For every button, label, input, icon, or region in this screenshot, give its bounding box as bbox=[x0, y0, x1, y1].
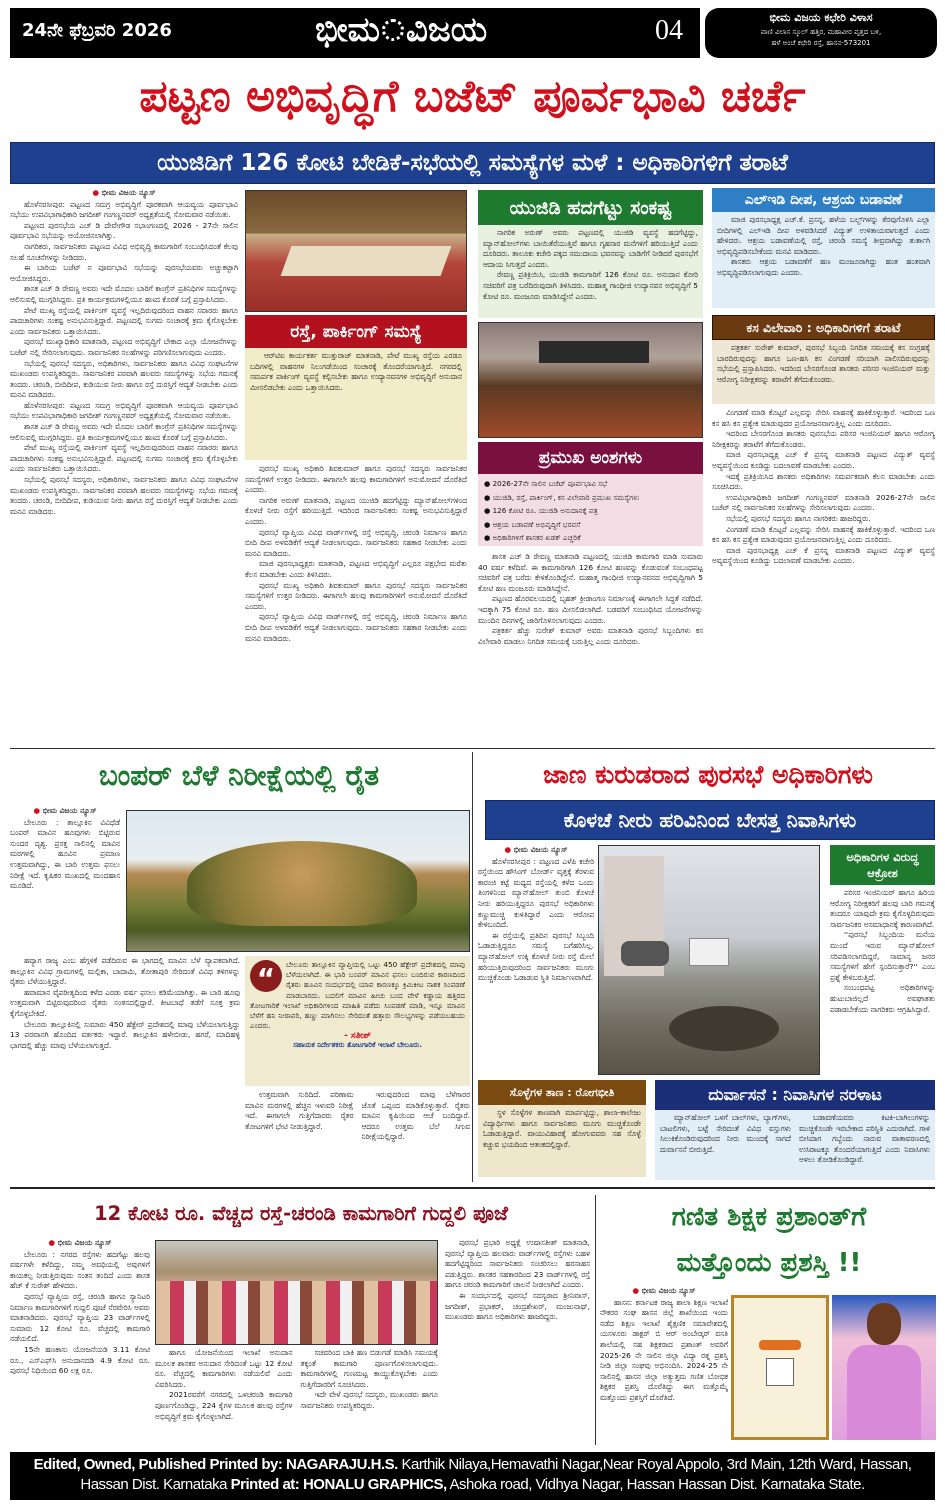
waste-article bbox=[712, 408, 935, 744]
paragraph: ಇದೇ ವೇಳೆ ಪುರಸಭೆ ಸದಸ್ಯರು, ಮುಖಂಡರು ಹಾಗೂ ಸಾರ್ವಜನಿಕರು ಉಪಸ್ಥಿತರಿದ್ದರು. bbox=[300, 1390, 438, 1410]
paragraph: ಸಭೆಯಲ್ಲಿ ಪುರಸಭೆ ಸದಸ್ಯರು ಹಾಗೂ ನಾಗರಿಕರು ಹಾಜರಿದ್ದರು. bbox=[726, 513, 871, 523]
byline bbox=[10, 188, 238, 199]
paragraph: ಪರಿಸರ ಇಂಜಿನಿಯರ್ ಹಾಗೂ ಹಿರಿಯ ಆರೋಗ್ಯ ನಿರೀಕ್ಷಕರಿಗೆ ಹಲವು ಬಾರಿ ಗಮನಕ್ಕೆ ತಂದರೂ ಯಾವುದೇ ಕ್ರಮ ಕೈಗೊಳ್ಳದಿರುವುದು ಸಾರ್ವಜನಿಕರ ಅಸಮಾಧಾನಕ್ಕೆ ಕಾರಣವಾಗಿದೆ. bbox=[830, 888, 935, 929]
section-divider bbox=[10, 1187, 935, 1189]
teacher-headline-2: ಮತ್ತೊಂದು ಪ್ರಶಸ್ತಿ !! bbox=[676, 1247, 862, 1278]
mosquito-box bbox=[478, 1105, 646, 1177]
paragraph: ಸಚಿವರಿಂದ ಬಾಕಿ ಹಣ ಬಿಡುಗಡೆ ಮಾಡಿಸಿ ಸಮಯಕ್ಕೆ ತಕ್ಕಂತೆ ಕಾಮಗಾರಿ ಪೂರ್ಣಗೊಳಿಸಲಾಗುವುದು. ಕಾಮಗಾರಿಗಳಲ್ಲಿ ಗುಣಮಟ್ಟ ಕಾಯ್ದುಕೊಳ್ಳಬೇಕು ಎಂದು ಗುತ್ತಿಗೆದಾರರಿಗೆ ಸೂಚಿಸಿದರು. bbox=[300, 1348, 438, 1389]
paragraph: ಪುರಸಭೆ ಮುಖ್ಯ ಅಧಿಕಾರಿ ಶಿವಕುಮಾರ್ ಹಾಗೂ ಪುರಸಭೆ ಸದಸ್ಯರು ಸಾರ್ವಜನಿಕರ ಸಮಸ್ಯೆಗಳಿಗೆ ಉತ್ತರ ನೀಡಿದರು. ಈಗಾಗಲೇ ಹಲವು ಕಾಮಗಾರಿಗಳಿಗೆ ಅನುಮೋದನೆ ದೊರೆತಿದೆ ಎಂದರು. bbox=[245, 580, 467, 611]
anger-header bbox=[830, 845, 935, 885]
byline bbox=[600, 1286, 728, 1297]
paragraph: ಹಾಗೂ ಯೋಜನೆಯಿಂದ ಇಲಾಖೆ ಅನುದಾನ ಮೂಲಕ ಶಾಸಕರ ಅನುದಾನ ಸೇರಿದಂತೆ ಒಟ್ಟು 12 ಕೋಟಿ ರೂ. ವೆಚ್ಚದಲ್ಲಿ ಕಾಮಗಾರಿಗಳು ನಡೆಯಲಿವೆ ಎಂದು ವಿವರಿಸಿದರು. bbox=[155, 1348, 293, 1389]
column-divider bbox=[595, 1195, 596, 1445]
paragraph: ಪುರಸಭೆ ಪ್ರಭಾರಿ ಅಧ್ಯಕ್ಷೆ ಉಷಾಸತೀಶ್ ಮಾತನಾಡಿ, ಪುರಸಭೆ ವ್ಯಾಪ್ತಿಯ ಹಲವಾರು ವಾರ್ಡ್‌ಗಳಲ್ಲಿ ರಸ್ತೆಗಳು ಬಹಳ ಹದಗೆಟ್ಟಿದ್ದರಿಂದ ಸಾರ್ವಜನಿಕರು ಸಂಚರಿಸಲು ಹರಸಾಹಸ ಪಡುತ್ತಿದ್ದರು. ಶಾಸಕರ ಸಹಕಾರದಿಂದ 23 ವಾರ್ಡ್‌ಗಳಲ್ಲಿ ರಸ್ತೆ ಹಾಗೂ ಚರಂಡಿ ಕಾಮಗಾರಿಗೆ ಚಾಲನೆ ನೀಡಲಾಗಿದೆ ಎಂದರು. bbox=[445, 1238, 590, 1290]
road-article-left bbox=[10, 1238, 150, 1443]
teacher-headline-1: ಗಣಿತ ಶಿಕ್ಷಕ ಪ್ರಶಾಂತ್‌ಗೆ bbox=[671, 1201, 867, 1232]
paragraph: ಸಭೆಯಲ್ಲಿ ಪುರಸಭೆ ಸದಸ್ಯರು, ಅಧಿಕಾರಿಗಳು, ಸಾರ್ವಜನಿಕರು ಹಾಗೂ ವಿವಿಧ ಸಂಘಟನೆಗಳ ಮುಖಂಡರು ಉಪಸ್ಥಿತರಿದ್ದರು. ಸಾರ್ವಜನಿಕರ ಪರವಾಗಿ ಹಲವರು ಸಮಸ್ಯೆಗಳನ್ನು ಸಭೆಯ ಗಮನಕ್ಕೆ ತಂದರು. ಚರಂಡಿ, ಬೀದಿದೀಪ, ಕುಡಿಯುವ ನೀರು ಹಾಗೂ ರಸ್ತೆ ದುರಸ್ತಿಗೆ ಆದ್ಯತೆ ನೀಡಬೇಕು ಎಂದು ಮನವಿ ಮಾಡಿದರು. bbox=[10, 475, 238, 516]
paragraph: ಮಾಜಿ ಪುರಸಭಾಧ್ಯಕ್ಷರು ಮಾತನಾಡಿ, ಪಟ್ಟಣದ ಅಭಿವೃದ್ಧಿಗೆ ಎಲ್ಲರೂ ಪಕ್ಷಭೇದ ಮರೆತು ಕೆಲಸ ಮಾಡಬೇಕು ಎಂದು ತಿಳಿಸಿದರು. bbox=[245, 559, 467, 579]
drain-article bbox=[478, 845, 594, 1077]
paragraph: ಪಟ್ಟಣದ ಹೊರವಲಯದಲ್ಲಿ ಬೃಹತ್ ಕ್ರೀಡಾಂಗಣ ನಿರ್ಮಾಣಕ್ಕೆ ಈಗಾಗಲೇ ಸಿದ್ಧತೆ ನಡೆದಿದೆ. ಇದಕ್ಕಾಗಿ 75 ಕೋಟಿ ರೂ. ಹಣ ಮೀಸಲಿಡಲಾಗಿದೆ. ಬಡವರಿಗೆ ಸಂಬಂಧಿಸಿದ ಯೋಜನೆಗಳನ್ನು ಮುಂದಿನ ದಿನಗಳಲ್ಲಿ ಜಾರಿಗೊಳಿಸಲಾಗುವುದು ಎಂದರು. bbox=[478, 594, 703, 625]
highlight-item: ● 2026-27ನೇ ಸಾಲಿನ ಬಜೆಟ್ ಪೂರ್ವಭಾವಿ ಸಭೆ bbox=[484, 479, 608, 488]
masthead bbox=[10, 8, 700, 58]
paragraph: ಆರ್‌ಟಿಐ ಕಾರ್ಯಕರ್ತ ಮುತ್ತುರಾಜ್ ಮಾತನಾಡಿ, ಪೇಟೆ ಮುಖ್ಯ ರಸ್ತೆಯ ಎರಡೂ ಬದಿಗಳಲ್ಲಿ ವಾಹನಗಳ ನಿಲುಗಡೆಯಿಂದ ಸಂಚಾರಕ್ಕೆ ತೊಂದರೆಯಾಗುತ್ತಿದೆ. ನಗರದಲ್ಲಿ ಸಮರ್ಪಕ ಪಾರ್ಕಿಂಗ್ ವ್ಯವಸ್ಥೆ ಕಲ್ಪಿಸಬೇಕು ಹಾಗೂ ಉದ್ಯಾನವನಗಳ ಅಭಿವೃದ್ಧಿಗೆ ಅನುದಾನ ಮೀಸಲಿಡಬೇಕು ಎಂದು ಒತ್ತಾಯಿಸಿದರು. bbox=[250, 351, 462, 392]
paragraph: ನಾಗರಿಕರು, ಸಾರ್ವಜನಿಕರು ಪಟ್ಟಣದ ವಿವಿಧ ಅಭಿವೃದ್ಧಿ ಕಾಮಗಾರಿಗೆ ಸಂಬಂಧಿಸಿದಂತೆ ಕೆಲವು ಸಲಹೆ ಸೂಚನೆಗಳನ್ನು ನೀಡಿದರು. bbox=[10, 241, 238, 262]
paragraph: ನಾಗರಿಕ ಅರುಣ್ ಅವರು ಪಟ್ಟಣದಲ್ಲಿ ಯುಜಿಡಿ ವ್ಯವಸ್ಥೆ ಹದಗೆಟ್ಟಿದ್ದು, ಮ್ಯಾನ್‌ಹೋಲ್‌ಗಳು ಬಾಯಿತೆರೆಯುತ್ತಿವೆ ಹಾಗೂ ಗೃಹಸಾರ ಮನೆಗಳಿಗೆ ಹರಿಯುತ್ತಿದೆ ಎಂದು ದೂರಿದರು. ತಾಲೂಕು ಕಚೇರಿ ಪಕ್ಕದ ಸಮುದಾಯ ಭವನವನ್ನು ಬಾಡಿಗೆಗೆ ನೀಡಿದರೆ ಪುರಸಭೆಗೆ ಆದಾಯ ಸಿಗುತ್ತದೆ ಎಂದರು. bbox=[483, 228, 698, 269]
paragraph: ಹವಾಮಾನ ವೈಪರೀತ್ಯದಿಂದ ಕಳೆದ ಎರಡು ವರ್ಷ ಫಸಲು ಕಡಿಮೆಯಾಗಿತ್ತು. ಈ ಬಾರಿ ಹೂವು ಉತ್ತಮವಾಗಿ ಬಿಟ್ಟಿರುವುದರಿಂದ ರೈತರು ಸಂತಸದಲ್ಲಿದ್ದಾರೆ. ಕೀಟಬಾಧೆ ತಡೆಗೆ ಸೂಕ್ತ ಕ್ರಮ ಕೈಗೊಳ್ಳಬೇಕಿದೆ. bbox=[10, 987, 240, 1018]
bullet-icon: ● bbox=[504, 845, 514, 854]
highlight-text: 2026-27ನೇ ಸಾಲಿನ ಬಜೆಟ್ ಪೂರ್ವಭಾವಿ ಸಭೆ bbox=[492, 479, 608, 488]
paragraph: ಶಾಸಕ ಎಚ್ ಡಿ ರೇವಣ್ಣ ಅವರು ಇದೇ ಮೊದಲ ಬಾರಿಗೆ ಕಾಂಗ್ರೆಸ್ ಪ್ರತಿನಿಧಿಗಳ ಸಮಸ್ಯೆಗಳನ್ನು ಆಲಿಸುವಲ್ಲಿ ಮುಗ್ಗರಿಸಿದ್ದರು. ಪ್ರತಿ ಕಾರ್ಯಕ್ರಮಗಳಲ್ಲಿಯೂ ಹಣದ ಕೊರತೆ ಬಗ್ಗೆ ಪ್ರಸ್ತಾಪಿಸಿದರು. bbox=[10, 284, 238, 304]
paragraph: ಪತ್ರಕರ್ತ ಸುರೇಶ್ ಕುಮಾರ್, ಪುರಸಭೆ ಸಿಬ್ಬಂದಿ ನಿಗದಿತ ಸಮಯಕ್ಕೆ ಕಸ ಸಂಗ್ರಹಕ್ಕೆ ಬಾರದಿರುವುದನ್ನು ಹಾಗೂ ಒಣ-ಹಸಿ ಕಸ ವಿಂಗಡಣೆ ಸರಿಯಾಗಿ ಪಾಲಿಸದಿರುವುದನ್ನು ಸಭೆಯಲ್ಲಿ ಪ್ರಸ್ತಾಪಿಸಿದರು. ಇದರಿಂದ ಬೇಸರಗೊಂಡ ಶಾಸಕರು ಪರಿಸರ ಇಂಜಿನಿಯರ್ ಮತ್ತು ಆರೋಗ್ಯ ನಿರೀಕ್ಷಕರನ್ನು ತರಾಟೆಗೆ ತೆಗೆದುಕೊಂಡರು. bbox=[717, 343, 930, 384]
teacher-article bbox=[600, 1286, 728, 1444]
paragraph: ರೇವಣ್ಣ ಪ್ರತಿಕ್ರಿಯಿಸಿ, ಯುಜಿಡಿ ಕಾಮಗಾರಿಗೆ 126 ಕೋಟಿ ರೂ. ಅನುದಾನ ಕೋರಿ ಸಚಿವರಿಗೆ ಪತ್ರ ಬರೆದಿರುವುದಾಗಿ ತಿಳಿಸಿದರು. ಮಹಾತ್ಮ ಗಾಂಧೀಜಿ ಉದ್ಯಾನವನ ಅಭಿವೃದ್ಧಿಗೆ 5 ಕೋಟಿ ರೂ. ಮಂಜೂರು ಮಾಡಿಸಿದ್ದೇನೆ ಎಂದರು. bbox=[483, 270, 698, 301]
column-divider bbox=[472, 752, 473, 1182]
paragraph: 15ನೇ ಹಣಕಾಸು ಯೋಜನೆಯಡಿ 3.11 ಕೋಟಿ ರೂ., ಎಸ್ಎಫ್‌ಸಿ ಅನುದಾನದಡಿ 4.9 ಕೋಟಿ ರೂ. ಪುರಸಭೆ ನಿಧಿಯಿಂದ 60 ಲಕ್ಷ ರೂ. bbox=[10, 1344, 150, 1376]
paragraph: ಹಾಸನ: ಕರ್ನಾಟಕ ರಾಜ್ಯ ಶಾಲಾ ಶಿಕ್ಷಣ ಇಲಾಖೆ ನೌಕರರ ಸಂಘ ಹಾಸನ ಜಿಲ್ಲೆ ಶಾಖೆಯಿಂದ ಇಂದು ನಡೆದ ಶಿಕ್ಷಣ ಇಲಾಖೆ ಶೈಕ್ಷಣಿಕ ಸಮಾವೇಶದಲ್ಲಿ ಯಸಳೂರು ಡಾಕ್ಟರ್ ಬಿ ಆರ್ ಅಂಬೇಡ್ಕರ್ ವಸತಿ ಶಾಲೆಯಲ್ಲಿ ಸಹ ಶಿಕ್ಷಕರಾದ ಪ್ರಶಾಂತ್ ಅವರಿಗೆ 2025-26 ನೇ ಸಾಲಿನ ಜಿಲ್ಲಾ ವಿದ್ಯಾ ರತ್ನ ಪ್ರಶಸ್ತಿ ನೀಡಿ ಜಿಲ್ಲಾ ಸಂಘವು ಅಭಿನಂದಿಸಿ. 2024-25 ನೇ ಸಾಲಿನಲ್ಲಿ ಹಾಸನ ಜಿಲ್ಲಾ ಅತ್ಯುತ್ತಮ ಗಣಿತ ಬೋಧಕ ಶಿಕ್ಷಕರ ಪ್ರಶಸ್ತಿ ದೊರೆತಿದ್ದು ಈಗ ಮತ್ತೊಮ್ಮೆ ಮತ್ತೊಂದು ಪ್ರಶಸ್ತಿಗೆ ದೊರೆತಿದೆ. bbox=[600, 1297, 728, 1402]
lead-headline: ಪಟ್ಟಣ ಅಭಿವೃದ್ಧಿಗೆ ಬಜೆಟ್ ಪೂರ್ವಭಾವಿ ಚರ್ಚೆ bbox=[139, 70, 806, 122]
masthead-logo bbox=[315, 10, 487, 50]
drain-headline: ಜಾಣ ಕುರುಡರಾದ ಪುರಸಭೆ ಅಧಿಕಾರಿಗಳು bbox=[543, 760, 873, 789]
office-address bbox=[705, 8, 937, 58]
parking-header: ರಸ್ತೆ, ಪಾರ್ಕಿಂಗ್ ಸಮಸ್ಯೆ bbox=[245, 315, 467, 348]
highlight-text: ಅಧಿಕಾರಿಗಳಿಗೆ ಶಾಸಕರ ಖಡಕ್ ಎಚ್ಚರಿಕೆ bbox=[492, 533, 581, 542]
byline-text: ಭೀಮ ವಿಜಯ ನ್ಯೂಸ್ bbox=[101, 188, 156, 197]
stench-box bbox=[655, 1110, 935, 1180]
sewage-street-photo bbox=[598, 845, 820, 1075]
highlight-text: ಯುಜಿಡಿ, ರಸ್ತೆ, ಪಾರ್ಕಿಂಗ್, ಕಸ ವಿಲೇವಾರಿ ಪ್ರಮುಖ ಸಮಸ್ಯೆಗಳು bbox=[492, 492, 640, 502]
paragraph: ಉಪವಿಭಾಗಾಧಿಕಾರಿ ಜಗದೀಶ್ ಗಂಗಣ್ಣನವರ್ ಮಾತನಾಡಿ 2026-27ನೇ ಸಾಲಿನ ಬಜೆಟ್ ನಲ್ಲಿ ಸಾರ್ವಜನಿಕರ ಸಲಹೆಗಳನ್ನು ಸೇರಿಸಲಾಗುವುದು ಎಂದರು. bbox=[712, 492, 935, 513]
cart bbox=[689, 938, 729, 966]
issue-date: 24ನೇ ಫೆಬ್ರವರಿ 2026 bbox=[22, 20, 172, 41]
budget-article bbox=[478, 552, 703, 744]
lead-article bbox=[10, 188, 238, 743]
paragraph: ಬಡಾವಣೆಯವರು ಕಿಟಕಿ-ಬಾಗಿಲುಗಳನ್ನು ಮುಚ್ಚಿಕೊಂಡೇ ಇರಬೇಕಾದ ಪರಿಸ್ಥಿತಿ ಎದುರಾಗಿದೆ. ಗಾಳಿ ಬೀಸಿದಾಗ ಗಬ್ಬೆಂದು ನಾರುವ ವಾತಾವರಣದಲ್ಲಿ ಉಸಿರಾಟಕ್ಕೂ ತೊಂದರೆಯಾಗುತ್ತಿದೆ ಎಂದು ನಿವಾಸಿಗಳು ಅಳಲು ತೋಡಿಕೊಂಡಿದ್ದಾರೆ. bbox=[799, 1113, 930, 1165]
mango-tree-photo bbox=[126, 810, 470, 952]
byline-text: ಭೀಮ ವಿಜಯ ನ್ಯೂಸ್ bbox=[641, 1286, 696, 1295]
paragraph: ಬೇಲೂರು : ನಗರದ ರಸ್ತೆಗಳು ಹದಗೆಟ್ಟು ಹಲವು ವರ್ಷಗಳೇ ಕಳೆದಿದ್ದು, ನಮ್ಮ ಅವಧಿಯಲ್ಲಿ ಅವುಗಳಿಗೆ ಕಾಯಕಲ್ಪ ನೀಡುತ್ತಿರುವುದು ಸಂತಸ ತಂದಿದೆ ಎಂದು ಶಾಸಕ ಹೆಚ್ ಕೆ ಸುರೇಶ್ ಹೇಳಿದರು. bbox=[10, 1249, 150, 1291]
parking-article bbox=[245, 464, 467, 744]
paragraph: ಪುರಸಭೆ ಮುಖ್ಯ ಅಧಿಕಾರಿ ಶಿವಕುಮಾರ್ ಹಾಗೂ ಪುರಸಭೆ ಸದಸ್ಯರು ಸಾರ್ವಜನಿಕರ ಸಮಸ್ಯೆಗಳಿಗೆ ಉತ್ತರ ನೀಡಿದರು. ಈಗಾಗಲೇ ಹಲವು ಕಾಮಗಾರಿಗಳಿಗೆ ಅನುಮೋದನೆ ದೊರೆತಿದೆ ಎಂದರು. bbox=[245, 464, 467, 495]
office-line2: ಹಳೆ ಅಂಚೆ ಕಛೇರಿ ರಸ್ತೆ, ಹಾಸನ-573201 bbox=[771, 39, 871, 47]
lead-subhead: ಯುಜಿಡಿಗೆ 126 ಕೋಟಿ ಬೇಡಿಕೆ-ಸಭೆಯಲ್ಲಿ ಸಮಸ್ಯೆಗಳ ಮಳೆ : ಅಧಿಕಾರಿಗಳಿಗೆ ತರಾಟೆ bbox=[10, 142, 935, 184]
paragraph: ವಿಂಗಡಣೆ ಮಾಡಿ ಕೊಟ್ಟರೆ ಎಲ್ಲವನ್ನು ಸೇರಿಸಿ ವಾಹನಕ್ಕೆ ಹಾಕಿಕೊಳ್ಳುತ್ತಾರೆ. ಇದರಿಂದ ಒಣ ಕಸ ಹಸಿ ಕಸ ಪ್ರತ್ಯೇಕ ಮಾಡುವುದರ ಪ್ರಯೋಜನವಾಗುತ್ತಿಲ್ಲ ಎಂದು ದೂರಿದರು. bbox=[712, 408, 935, 428]
car bbox=[621, 941, 669, 966]
paragraph: ಪೇಟೆ ಮುಖ್ಯ ರಸ್ತೆಯಲ್ಲಿ ಪಾರ್ಕಿಂಗ್ ವ್ಯವಸ್ಥೆ ಇಲ್ಲದಿರುವುದರಿಂದ ವಾಹನ ಸವಾರರು ಹಾಗೂ ಪಾದಚಾರಿಗಳು ಸಂಕಷ್ಟ ಅನುಭವಿಸುತ್ತಿದ್ದಾರೆ. ಪಟ್ಟಣದಲ್ಲಿ ಸುಗಮ ಸಂಚಾರಕ್ಕೆ ಕ್ರಮ ಕೈಗೊಳ್ಳಬೇಕು ಎಂದು ಸಾರ್ವಜನಿಕರು ಒತ್ತಾಯಿಸಿದರು. bbox=[10, 305, 238, 336]
printer: Printed at: HONALU GRAPHICS, bbox=[230, 1476, 447, 1493]
quote-text: ಬೇಲೂರು ತಾಲ್ಲೂಕಿನ ವ್ಯಾಪ್ತಿಯಲ್ಲಿ ಒಟ್ಟು 450 ಹೆಕ್ಟೇರ್ ಪ್ರದೇಶದಲ್ಲಿ ಮಾವು ಬೆಳೆಯಲಾಗಿದೆ. ಈ ಭಾರಿ ಬಂಪರ್ ಮಾವಿನ ಫಸಲು ಬಂದಿರುವ ಕಾರಣದಿಂದ ರೈತರು ಹೂವಿನ ಸಂದರ್ಭದಲ್ಲಿ ಯಾವ ಕಾರಣಕ್ಕೂ ಕ್ರಿಮಿಕೀಟ ನಾಶಕ ಸಿಂಪಡಣೆ ಮಾಡಬಾರದು. ಬದಲಿಗೆ ಮಾವಿನ ಹೀಚು ಬಂದ ವೇಳೆ ಕಡ್ಡಾಯ ಹತ್ತಿರದ ತೋಟಗಾರಿಕೆ ಇಲಾಖೆ ಅಧಿಕಾರಿಗಳಿಂದ ಮಾಹಿತಿ ಪಡೆದು ಸಿಂಪಡಣೆ ಮಾಡಿ, ಇನ್ನೂ ಮಾವಿನ ಬೆಳೆಗೆ ಹನಿ ನೀರಾವರಿ, ಹಣ್ಣು ಮಾಗಿಸಲು ಸೇರಿದಂತೆ ಹತ್ತಾರು ಸೌಲಭ್ಯಗಳನ್ನು ಪಡೆಯಬಹುದು ಎಂದರು. bbox=[250, 960, 465, 1031]
quote-box bbox=[245, 956, 470, 1086]
mango-intro bbox=[10, 806, 120, 952]
paragraph: ಉತ್ತಮವಾಗಿ ಸುರಿದಿದೆ. ಪರಿಣಾಮ ಮಾವಿನ ಮರಗಳಲ್ಲಿ ಹೆಚ್ಚಿನ ಇಳುವರಿ ನಿರೀಕ್ಷೆ ಇದೆ. ಈಗಾಗಲೇ ಗುತ್ತಿಗೆದಾರರು ರೈತರ ತೋಟಗಳಿಗೆ ಭೇಟಿ ನೀಡುತ್ತಿದ್ದಾರೆ. bbox=[245, 1090, 354, 1131]
byline bbox=[478, 845, 594, 856]
meeting-hall-photo bbox=[245, 190, 467, 312]
mango-headline: ಬಂಪರ್ ಬೆಳೆ ನಿರೀಕ್ಷೆಯಲ್ಲಿ ರೈತ bbox=[98, 759, 380, 792]
bullet-icon: ● bbox=[92, 188, 102, 197]
byline bbox=[10, 806, 120, 817]
paragraph: ಪೇಟೆ ಮುಖ್ಯ ರಸ್ತೆಯಲ್ಲಿ ಪಾರ್ಕಿಂಗ್ ವ್ಯವಸ್ಥೆ ಇಲ್ಲದಿರುವುದರಿಂದ ವಾಹನ ಸವಾರರು ಹಾಗೂ ಪಾದಚಾರಿಗಳು ಸಂಕಷ್ಟ ಅನುಭವಿಸುತ್ತಿದ್ದಾರೆ. ಪಟ್ಟಣದಲ್ಲಿ ಸುಗಮ ಸಂಚಾರಕ್ಕೆ ಕ್ರಮ ಕೈಗೊಳ್ಳಬೇಕು ಎಂದು ಸಾರ್ವಜನಿಕರು ಒತ್ತಾಯಿಸಿದರು. bbox=[10, 443, 238, 474]
tree-canopy bbox=[187, 841, 417, 926]
certificate-portrait bbox=[766, 1358, 794, 1386]
mango-article bbox=[10, 956, 240, 1182]
byline-text: ಭೀಮ ವಿಜಯ ನ್ಯೂಸ್ bbox=[57, 1238, 112, 1247]
shirt bbox=[847, 1345, 921, 1440]
quote-icon: “ bbox=[250, 960, 282, 992]
byline bbox=[10, 1238, 150, 1249]
paragraph: ಬೇಲೂರು : ತಾಲ್ಲೂಕಿನ ವಿವಿಧೆಡೆ ಬಂಪರ್ ಮಾವಿನ ಹೂವುಗಳು ಬಿಟ್ಟಿರುವ ಸುಂದರ ದೃಶ್ಯ. ಪ್ರಸಕ್ತ ಸಾಲಿನಲ್ಲಿ ಮಾವಿನ ಮರಗಳಲ್ಲಿ ಹೂವಿನ ಪ್ರಮಾಣ ಉತ್ತಮವಾಗಿದ್ದು, ಈ ಬಾರಿ ಉತ್ತಮ ಫಸಲು ನಿರೀಕ್ಷೆ ಇದೆ. ಕೃಷಿಕರ ಮುಖದಲ್ಲಿ ಮಂದಹಾಸ ಮೂಡಿದೆ. bbox=[10, 817, 120, 891]
certificate-banner bbox=[759, 1340, 801, 1350]
paragraph: ಇರುವುದರಿಂದ ಮಾವು ಬೆಳೆಗಾರರ ಜೊತೆ ಒಪ್ಪಂದ ಮಾಡಿಕೊಳ್ಳುತ್ತಾರೆ. ರೈತರು ಮಾವಿನ ಕೃಷಿಯಿಂದ ಆಚೆ ಬಂದಿದ್ದಾರೆ. ಆದರೂ ಉತ್ತಮ ಬೆಲೆ ಸಿಗುವ ನಿರೀಕ್ಷೆಯಲ್ಲಿದ್ದಾರೆ. bbox=[361, 1090, 470, 1142]
road-article-right bbox=[445, 1238, 590, 1443]
byline-text: ಭೀಮ ವಿಜಯ ನ್ಯೂಸ್ bbox=[42, 806, 97, 815]
led-header: ಎಲ್ಇಡಿ ದೀಪ, ಆಶ್ರಯ ಬಡಾವಣೆ bbox=[712, 188, 935, 212]
bullet-icon: ● bbox=[632, 1286, 642, 1295]
paragraph: ಈ ಬಾರಿಯ ಬಜೆಟ್ ನ ಪೂರ್ವಭಾವಿ ಸಭೆಯನ್ನು ಪುರಸಭೆಯವರು ಅಚ್ಚುಕಟ್ಟಾಗಿ ಆಯೋಜಿಸಿದ್ದರು. bbox=[10, 263, 238, 283]
quote-role: ಸಹಾಯಕ ನಿರ್ದೇಶಕರು ತೋಟಗಾರಿಕೆ ಇಲಾಖೆ ಬೇಲೂರು. bbox=[293, 1041, 422, 1050]
road-headline: 12 ಕೋಟಿ ರೂ. ವೆಚ್ಚದ ರಸ್ತೆ-ಚರಂಡಿ ಕಾಮಗಾರಿಗೆ ಗುದ್ದಲಿ ಪೂಜೆ bbox=[94, 1201, 508, 1225]
sewage-puddle bbox=[669, 1006, 779, 1051]
paragraph: ಪಟ್ಟಣದ ಪುರಸಭೆಯ ಎಚ್ ಡಿ ದೇವೇಗೌಡ ಸಭಾಂಗಣದಲ್ಲಿ 2026 - 27ನೇ ಸಾಲಿನ ಪೂರ್ವಭಾವಿ ಸಭೆಯನ್ನು ಆಯೋಜಿಸಲಾಗಿತ್ತು. bbox=[10, 220, 238, 241]
paragraph: 2021ರವರೆಗೆ ನಗರದಲ್ಲಿ ಒಳಚರಂಡಿ ಕಾಮಗಾರಿ ಪೂರ್ಣಗೊಂಡಿದ್ದು, 224 ಕೈಗಳ ಮೂಲಕ ಹಲವು ರಸ್ತೆಗಳ ಅಭಿವೃದ್ಧಿಗೆ ಕ್ರಮ ಕೈಗೊಳ್ಳಲಾಗಿದೆ. bbox=[155, 1390, 293, 1421]
paragraph: ಸಂಬಂಧಪಟ್ಟ ಅಧಿಕಾರಿಗಳನ್ನು ಹುಟುಬಾಜಿಲ್ಲದೆ ಅವಘಾತತು ಪಡಾಡಬೇಕೆಂದು ನಾಗರಿಕರು ಆಗ್ರಹಿಸಿದ್ದಾರೆ. bbox=[830, 983, 935, 1014]
paragraph: ಹೊಳೆನರಸೀಪುರ : ಪಟ್ಟಣದ ಎಳೆಪಿ ಕಚೇರಿ ರಸ್ತೆಯಿಂದ ಹೌಸಿಂಗ್ ಬೋರ್ಡ್ ವೃತ್ತಕ್ಕೆ ತೆರಳುವ ಕಾರಂಜಿ ಕಟ್ಟೆ ಮಧ್ಯದ ರಸ್ತೆಯಲ್ಲಿ ಕಳೆದ ಒಂದು ತಿಂಗಳಿನಿಂದ ಮ್ಯಾನ್‌ಹೋಲ್ ತುಂಬಿ ಕೊಳಚೆ ನೀರು ಹರಿಯುತ್ತಿದ್ದರೂ ಪುರಸಭೆ ಅಧಿಕಾರಿಗಳು ಕಣ್ಣುಮುಚ್ಚಿ ಕುಳಿತಿದ್ದಾರೆ ಎಂದು ಆರೋಪ ಕೇಳಿಬಂದಿದೆ. bbox=[478, 856, 594, 930]
highlights-header: ಪ್ರಮುಖ ಅಂಶಗಳು bbox=[478, 442, 703, 474]
byline-text: ಭೀಮ ವಿಜಯ ನ್ಯೂಸ್ bbox=[513, 845, 568, 854]
paragraph: ವಿಂಗಡಣೆ ಮಾಡಿ ಕೊಟ್ಟರೆ ಎಲ್ಲವನ್ನು ಸೇರಿಸಿ ವಾಹನಕ್ಕೆ ಹಾಕಿಕೊಳ್ಳುತ್ತಾರೆ. ಇದರಿಂದ ಒಣ ಕಸ ಹಸಿ ಕಸ ಪ್ರತ್ಯೇಕ ಮಾಡುವುದರ ಪ್ರಯೋಜನವಾಗುತ್ತಿಲ್ಲ ಎಂದು ದೂರಿದರು. bbox=[712, 524, 935, 545]
imprint-line2 bbox=[10, 1475, 935, 1495]
ugd-header: ಯುಜಿಡಿ ಹದಗೆಟ್ಟು ಸಂಕಷ್ಟ bbox=[478, 190, 703, 225]
crowd bbox=[156, 1281, 438, 1345]
paragraph: ಸಭೆಯಲ್ಲಿ ಪುರಸಭೆ ಸದಸ್ಯರು, ಅಧಿಕಾರಿಗಳು, ಸಾರ್ವಜನಿಕರು ಹಾಗೂ ವಿವಿಧ ಸಂಘಟನೆಗಳ ಮುಖಂಡರು ಉಪಸ್ಥಿತರಿದ್ದರು. ಸಾರ್ವಜನಿಕರ ಪರವಾಗಿ ಹಲವರು ಸಮಸ್ಯೆಗಳನ್ನು ಸಭೆಯ ಗಮನಕ್ಕೆ ತಂದರು. ಚರಂಡಿ, ಬೀದಿದೀಪ, ಕುಡಿಯುವ ನೀರು ಹಾಗೂ ರಸ್ತೆ ದುರಸ್ತಿಗೆ ಆದ್ಯತೆ ನೀಡಬೇಕು ಎಂದು ಮನವಿ ಮಾಡಿದರು. bbox=[10, 358, 238, 400]
highlight-item: ● ಆಶ್ರಯ ಬಡಾವಣೆ ಅಭಿವೃದ್ಧಿಗೆ ಭರವಸೆ bbox=[484, 519, 581, 529]
waste-header: ಕಸ ವಿಲೇವಾರಿ : ಅಧಿಕಾರಿಗಳಿಗೆ ತರಾಟೆ bbox=[712, 315, 935, 340]
mla-meeting-photo bbox=[478, 322, 703, 438]
teacher-portrait bbox=[832, 1295, 936, 1440]
award-certificate bbox=[731, 1295, 829, 1440]
office-line1: ವಾಣಿ ವಿಲಾಸ ಸ್ಕೂಲ್ ಹತ್ತಿರ, ಮಹಾವೀರ ವೃತ್ತದ ಬಳಿ, bbox=[760, 28, 882, 36]
paragraph: ಈ ಸಂದರ್ಭದಲ್ಲಿ ಪುರಸಭೆ ಸದಸ್ಯರಾದ ಶ್ರೀನಿವಾಸ್, ಜಗದೀಶ್, ಪ್ರಭಾಕರ್, ಚಂದ್ರಶೇಖರ್, ಮಂಜುನಾಥ್, ಮುಖಂಡರು ಹಾಗೂ ಅಧಿಕಾರಿಗಳು ಹಾಜರಿದ್ದರು. bbox=[445, 1290, 590, 1322]
paragraph: ಪುರಸಭೆ ವ್ಯಾಪ್ತಿಯ ರಸ್ತೆ, ಚರಂಡಿ ಹಾಗೂ ಸ್ಯಾನಿಟರಿ ನಿರ್ಮಾಣ ಕಾಮಗಾರಿಗಳಿಗೆ ಗುದ್ದಲಿ ಪೂಜೆ ನೆರವೇರಿಸಿ ಅವರು ಮಾತನಾಡಿದರು. ಪುರಸಭೆ ವ್ಯಾಪ್ತಿಯ 23 ವಾರ್ಡ್‌ಗಳಲ್ಲಿ ಸುಮಾರು 12 ಕೋಟಿ ರೂ. ವೆಚ್ಚದಲ್ಲಿ ಕಾಮಗಾರಿ ನಡೆಯಲಿದೆ. bbox=[10, 1291, 150, 1344]
section-divider bbox=[10, 748, 935, 749]
logo-left: ಭೀಮ bbox=[315, 10, 380, 50]
publisher-address: Karthik Nilaya,Hemavathi Nagar,Near Royal Appolo, 3rd Main, 12th Ward, Hassan, bbox=[397, 1456, 912, 1473]
page-number: 04 bbox=[655, 15, 683, 46]
printer-address: Ashoka road, Vidhya Nagar, Hassan Hassan Dist. Karnataka State. bbox=[446, 1476, 865, 1493]
paragraph: ಶಾಸಕರು ಆಶ್ರಯ ಬಡಾವಣೆಗೆ ಹಣ ಮಂಜೂರಾಗಿದ್ದು ಹಂತ ಹಂತವಾಗಿ ಅಭಿವೃದ್ಧಿಪಡಿಸಲಾಗುವುದು ಎಂದರು. bbox=[717, 257, 930, 277]
publisher-region: Hassan Dist. Karnataka bbox=[80, 1476, 231, 1493]
mosquito-header: ಸೊಳ್ಳೆಗಳ ತಾಣ : ರೋಗಭೀತಿ bbox=[478, 1080, 646, 1105]
paragraph: ಇದಕ್ಕೆ ಪ್ರತಿಕ್ರಿಯಿಸಿದ ಶಾಸಕರು ಅಧಿಕಾರಿಗಳು ಸಮರ್ಪಕವಾಗಿ ಕೆಲಸ ಮಾಡಬೇಕು ಎಂದು ಸೂಚಿಸಿದರು. bbox=[712, 471, 935, 492]
chakra-icon bbox=[382, 19, 404, 41]
paragraph: ಪುರಸಭೆ ವ್ಯಾಪ್ತಿಯ ವಿವಿಧ ವಾರ್ಡ್‌ಗಳಲ್ಲಿ ರಸ್ತೆ ಅಭಿವೃದ್ಧಿ, ಚರಂಡಿ ನಿರ್ಮಾಣ ಹಾಗೂ ಬೀದಿ ದೀಪ ಅಳವಡಿಕೆಗೆ ಆದ್ಯತೆ ನೀಡಲಾಗುವುದು. ಸಾರ್ವಜನಿಕರು ಸಹಕಾರ ನೀಡಬೇಕು ಎಂದು ಮನವಿ ಮಾಡಿದರು. bbox=[245, 612, 467, 643]
logo-right: ವಿಜಯ bbox=[405, 10, 488, 50]
stench-header: ದುರ್ವಾಸನೆ : ನಿವಾಸಿಗಳ ನರಳಾಟ bbox=[655, 1080, 935, 1110]
paragraph: ಸ್ಥಳ ಸೊಳ್ಳೆಗಳ ತಾಣವಾಗಿ ಮಾರ್ಪಟ್ಟಿದ್ದು, ಶಾಲಾ-ಕಾಲೇಜು ವಿದ್ಯಾರ್ಥಿಗಳು ಹಾಗೂ ಸಾರ್ವಜನಿಕರು ಮೂಗು ಮುಚ್ಚಿಕೊಂಡೇ ಓಡಾಡುತ್ತಿದ್ದಾರೆ. ವಾಯುವಿಹಾರಕ್ಕೆ ಹೋಗುವವರು ಸಹ ಸೊಳ್ಳೆ ಕಚ್ಚುವ ಭಯದಿಂದ ಆತಂಕದಲ್ಲಿದ್ದಾರೆ. bbox=[483, 1108, 641, 1149]
bullet-icon: ● bbox=[33, 806, 43, 815]
ugd-box bbox=[478, 225, 703, 318]
road-article-middle bbox=[155, 1348, 438, 1443]
highlight-text: ಆಶ್ರಯ ಬಡಾವಣೆ ಅಭಿವೃದ್ಧಿಗೆ ಭರವಸೆ bbox=[492, 519, 581, 529]
paragraph: ಮಾಜಿ ಪುರಸಭಾಧ್ಯಕ್ಷ ಎಚ್ ಕೆ ಪ್ರಸನ್ನ ಮಾತನಾಡಿ ಪಟ್ಟಣದ ವಿದ್ಯುತ್ ವ್ಯವಸ್ಥೆ ಅವ್ಯವಸ್ಥೆಯಿಂದ ಕೂಡಿದ್ದು ಬದಲಾವಣೆ ಮಾಡಬೇಕು ಎಂದರು. bbox=[712, 545, 935, 566]
dais-banner bbox=[539, 341, 649, 363]
paragraph: ಬೇಲೂರು ತಾಲ್ಲೂಕಿನಲ್ಲಿ ಸುಮಾರು 450 ಹೆಕ್ಟೇರ್ ಪ್ರದೇಶದಲ್ಲಿ ಮಾವು ಬೆಳೆಯಲಾಗುತ್ತಿದ್ದು 13 ಪರವಾನಗಿ ಹೊಂದಿದ ವರ್ತಕರು ಇದ್ದಾರೆ. ತಾಲ್ಲೂಕಿನ ಹಳೇಬೀಡು, ಹಗರೆ, ಮಾದಿಹಳ್ಳಿ ಭಾಗದಲ್ಲಿ ಹೆಚ್ಚು ಮಾವು ಬೆಳೆಯಲಾಗುತ್ತದೆ. bbox=[10, 1019, 240, 1050]
paragraph: ಪುರಸಭೆ ಮುಖ್ಯಾಧಿಕಾರಿ ಮಾತನಾಡಿ, ಪಟ್ಟಣದ ಅಭಿವೃದ್ಧಿಗೆ ಬೇಕಾದ ಎಲ್ಲಾ ಯೋಜನೆಗಳನ್ನು ಬಜೆಟ್ ನಲ್ಲಿ ಸೇರಿಸಲಾಗುವುದು. ಸಾರ್ವಜನಿಕರ ಸಲಹೆಗಳನ್ನು ಪರಿಗಣಿಸಲಾಗುವುದು ಎಂದರು. bbox=[10, 337, 238, 357]
highlight-text: 126 ಕೋಟಿ ರೂ. ಯುಜಿಡಿ ಅನುದಾನಕ್ಕೆ ಪತ್ರ bbox=[492, 506, 598, 515]
paragraph: ಹವ್ಯಾಗ ರಾಜ್ಯ ಎಂಬ ಹೆಗ್ಗಳಿಕೆ ಪಡೆದಿರುವ ಈ ಭಾಗದಲ್ಲಿ ಮಾವಿನ ಬೆಳೆ ವ್ಯಾಪಕವಾಗಿದೆ. ತಾಲ್ಲೂಕಿನ ವಿವಿಧ ಗ್ರಾಮಗಳಲ್ಲಿ ಮಲ್ಲಿಕಾ, ಬಾದಾಮಿ, ತೋತಾಪುರಿ ಸೇರಿದಂತೆ ವಿವಿಧ ತಳಿಗಳನ್ನು ರೈತರು ಬೆಳೆಯುತ್ತಿದ್ದಾರೆ. bbox=[10, 956, 240, 987]
waste-box bbox=[712, 340, 935, 404]
meeting-table bbox=[281, 246, 452, 276]
anger-header-text: ಅಧಿಕಾರಿಗಳ ವಿರುದ್ಧ ಆಕ್ರೋಶ bbox=[846, 850, 919, 880]
imprint-footer bbox=[10, 1452, 935, 1500]
mango-article-cont bbox=[245, 1090, 470, 1182]
highlights-list bbox=[478, 474, 703, 546]
paragraph: ಹೊಳೆನರಸೀಪುರ: ಪಟ್ಟಣದ ಸಮಗ್ರ ಅಭಿವೃದ್ಧಿಗೆ ಪೂರಕವಾಗಿ ಆಯವ್ಯಯ ಪೂರ್ವಭಾವಿ ಸಭೆಯು ಉಪವಿಭಾಗಾಧಿಕಾರಿ ಜಗದೀಶ್ ಗಂಗಣ್ಣನವರ್ ಅಧ್ಯಕ್ಷತೆಯಲ್ಲಿ ಸೋಮವಾರ ನಡೆಯಿತು. bbox=[10, 199, 238, 220]
highlight-item: ● ಅಧಿಕಾರಿಗಳಿಗೆ ಶಾಸಕರ ಖಡಕ್ ಎಚ್ಚರಿಕೆ bbox=[484, 533, 581, 542]
publisher: Edited, Owned, Published Printed by: NAGARAJU.H.S. bbox=[33, 1456, 398, 1473]
paragraph: ಮಾಜಿ ಪುರಸಭಾಧ್ಯಕ್ಷ ಎಚ್ ಕೆ ಪ್ರಸನ್ನ ಮಾತನಾಡಿ ಪಟ್ಟಣದ ವಿದ್ಯುತ್ ವ್ಯವಸ್ಥೆ ಅವ್ಯವಸ್ಥೆಯಿಂದ ಕೂಡಿದ್ದು ಬದಲಾವಣೆ ಮಾಡಬೇಕು ಎಂದರು. bbox=[712, 450, 935, 470]
paragraph: ಈ ರಸ್ತೆಯಲ್ಲಿ ಪ್ರತಿದಿನ ಪುರಸಭೆ ಸಿಬ್ಬಂದಿ ಓಡಾಡುತ್ತಿದ್ದರೂ ಸಮಸ್ಯೆ ಬಗೆಹರಿಸಿಲ್ಲ. ಮ್ಯಾನ್‌ಹೋಲ್ ಉಕ್ಕಿ ಕೊಳಚೆ ನೀರು ರಸ್ತೆ ಮೇಲೆ ಹರಿಯುತ್ತಿರುವುದರಿಂದ ಸಾರ್ವಜನಿಕರು ಮೂಗು ಮುಚ್ಚಿಕೊಂಡು ಓಡಾಡುವ ಸ್ಥಿತಿ ನಿರ್ಮಾಣವಾಗಿದೆ. bbox=[478, 930, 594, 983]
paragraph: ''ಪುರಸಭೆ ಸಿಬ್ಬಂದಿಯ ಮನೆಯ ಮುಂದೆ ಇರುವ ಮ್ಯಾನ್‌ಹೋಲ್ ಸರಿಪಡಿಸಲಾಗದಿದ್ದರೆ, ಸಾಮಾನ್ಯ ಜನರ ಸಮಸ್ಯೆಗಳಿಗೆ ಹೇಗೆ ಸ್ಪಂದಿಸುತ್ತಾರೆ?'' ಎಂಬ ಪ್ರಶ್ನೆ ಕೇಳಿಬರುತ್ತಿದೆ. bbox=[830, 930, 935, 982]
paragraph: ಇದರಿಂದ ಬೇಸರಗೊಂಡ ಶಾಸಕರು ಪುರಸಭೆಯ ಪರಿಸರ ಇಂಜಿನಿಯರ್ ಹಾಗೂ ಆರೋಗ್ಯ ನಿರೀಕ್ಷಕರನ್ನು ತರಾಟೆಗೆ ತೆಗೆದುಕೊಂಡರು. bbox=[712, 429, 935, 449]
parking-box bbox=[245, 348, 467, 460]
paragraph: ಪತ್ರಕರ್ತ ಹೆಚ್ಚು ಸುರೇಶ್ ಕುಮಾರ್ ಅವರು ಮಾತನಾಡಿ ಪುರಸಭೆ ಸಿಬ್ಬಂದಿಗಳು ಕಸ ವಿಲೇವಾರಿ ಮಾಡಲು ನಿಗದಿತ ಸಮಯಕ್ಕೆ ಬರುತ್ತಿಲ್ಲ ಎಂದು ದೂರಿದರು. bbox=[478, 626, 703, 646]
face bbox=[867, 1303, 901, 1345]
anger-article bbox=[830, 888, 935, 1076]
paragraph: ನಾಗರಿಕ ಅರುಣ್ ಮಾತನಾಡಿ, ಪಟ್ಟಣದ ಯುಜಿಡಿ ಹದಗೆಟ್ಟಿದ್ದು ಮ್ಯಾನ್‌ಹೋಲ್‌ಗಳಿಂದ ಕೊಳಚೆ ನೀರು ರಸ್ತೆಗೆ ಹರಿಯುತ್ತಿದೆ. ಇದರಿಂದ ಸಾರ್ವಜನಿಕರು ಸಂಕಷ್ಟ ಅನುಭವಿಸುತ್ತಿದ್ದಾರೆ ಎಂದರು. bbox=[245, 495, 467, 526]
drain-subhead: ಕೊಳಚೆ ನೀರು ಹರಿವಿನಿಂದ ಬೇಸತ್ತ ನಿವಾಸಿಗಳು bbox=[485, 800, 935, 840]
highlight-item: ● ಯುಜಿಡಿ, ರಸ್ತೆ, ಪಾರ್ಕಿಂಗ್, ಕಸ ವಿಲೇವಾರಿ ಪ್ರಮುಖ ಸಮಸ್ಯೆಗಳು bbox=[484, 492, 640, 502]
highlight-item: ● 126 ಕೋಟಿ ರೂ. ಯುಜಿಡಿ ಅನುದಾನಕ್ಕೆ ಪತ್ರ bbox=[484, 506, 598, 515]
paragraph: ಮ್ಯಾನ್‌ಹೋಲ್ ಒಳಗೆ ಬಾಲ್‌ಗಳು, ಬ್ಯಾಗ್‌ಗಳು, ಬಾಟಲಿಗಳು, ಬಟ್ಟೆ ಸೇರಿದಂತೆ ವಿವಿಧ ವಸ್ತುಗಳು ಸಿಲುಕಿಕೊಂಡಿರುವುದರಿಂದ ನೀರು ಮುಂದಕ್ಕೆ ಸಾಗದೆ ದುರ್ವಾಸನೆ ಬೀರುತ್ತಿದೆ. bbox=[660, 1113, 791, 1154]
paragraph: ಮಾಜಿ ಪುರಸಭಾಧ್ಯಕ್ಷ ಎಚ್.ಕೆ. ಪ್ರಸನ್ನ, ಹಳೆಯ ಬಲ್ಬ್‌ಗಳನ್ನು ತೆರವುಗೊಳಿಸಿ ಎಲ್ಲಾ ಬೀದಿಗಳಲ್ಲಿ ಎಲ್ಇಡಿ ದೀಪ ಅಳವಡಿಸಿದರೆ ವಿದ್ಯುತ್ ಉಳಿತಾಯವಾಗುತ್ತದೆ ಎಂದು ಹೇಳಿದರು. ಆಶ್ರಯ ಬಡಾವಣೆಯಲ್ಲಿ ರಸ್ತೆ, ಚರಂಡಿ ಸಮಸ್ಯೆ ತೀವ್ರವಾಗಿದ್ದು ತುರ್ತಾಗಿ ಅಭಿವೃದ್ಧಿಪಡಿಸಬೇಕೆಂದು ಮನವಿ ಮಾಡಿದರು. bbox=[717, 215, 930, 256]
groundbreaking-photo bbox=[155, 1240, 438, 1345]
paragraph: ಪುರಸಭೆ ವ್ಯಾಪ್ತಿಯ ವಿವಿಧ ವಾರ್ಡ್‌ಗಳಲ್ಲಿ ರಸ್ತೆ ಅಭಿವೃದ್ಧಿ, ಚರಂಡಿ ನಿರ್ಮಾಣ ಹಾಗೂ ಬೀದಿ ದೀಪ ಅಳವಡಿಕೆಗೆ ಆದ್ಯತೆ ನೀಡಲಾಗುವುದು. ಸಾರ್ವಜನಿಕರು ಸಹಕಾರ ನೀಡಬೇಕು ಎಂದು ಮನವಿ ಮಾಡಿದರು. bbox=[245, 527, 467, 558]
paragraph: ಶಾಸಕ ಎಚ್ ಡಿ ರೇವಣ್ಣ ಮಾತನಾಡಿ ಪಟ್ಟಣದಲ್ಲಿ ಯುಜಿಡಿ ಕಾಮಗಾರಿ ಮಾಡಿ ಸುಮಾರು 40 ವರ್ಷ ಕಳೆದಿವೆ. ಈ ಕಾಮಗಾರಿಗಾಗಿ 126 ಕೋಟಿ ಹಣವನ್ನು ಕೊಡುವಂತೆ ಸಂಬಂಧಪಟ್ಟ ಸಚಿವರಿಗೆ ಪತ್ರ ಬರೆದು ಕೇಳಿಕೊಂಡಿದ್ದೇನೆ. ಮಹಾತ್ಮ ಗಾಂಧೀಜಿ ಉದ್ಯಾನವನದ ಅಭಿವೃದ್ಧಿಗಾಗಿ 5 ಕೋಟಿ ಹಣ ಮಂಜೂರು ಮಾಡಿಸಿದ್ದೇನೆ. bbox=[478, 552, 703, 593]
paragraph: ಹೊಳೆನರಸೀಪುರ: ಪಟ್ಟಣದ ಸಮಗ್ರ ಅಭಿವೃದ್ಧಿಗೆ ಪೂರಕವಾಗಿ ಆಯವ್ಯಯ ಪೂರ್ವಭಾವಿ ಸಭೆಯು ಉಪವಿಭಾಗಾಧಿಕಾರಿ ಜಗದೀಶ್ ಗಂಗಣ್ಣನವರ್ ಅಧ್ಯಕ್ಷತೆಯಲ್ಲಿ ಸೋಮವಾರ ನಡೆಯಿತು. bbox=[10, 400, 238, 421]
imprint-line1 bbox=[10, 1455, 935, 1475]
office-title: ಭೀಮ ವಿಜಯ ಕಛೇರಿ ವಿಳಾಸ bbox=[769, 11, 873, 24]
quote-author: - ಸತೀಶ್ bbox=[344, 1031, 371, 1042]
led-box bbox=[712, 212, 935, 308]
bullet-icon: ● bbox=[48, 1238, 58, 1247]
paragraph: ಶಾಸಕ ಎಚ್ ಡಿ ರೇವಣ್ಣ ಅವರು ಇದೇ ಮೊದಲ ಬಾರಿಗೆ ಕಾಂಗ್ರೆಸ್ ಪ್ರತಿನಿಧಿಗಳ ಸಮಸ್ಯೆಗಳನ್ನು ಆಲಿಸುವಲ್ಲಿ ಮುಗ್ಗರಿಸಿದ್ದರು. ಪ್ರತಿ ಕಾರ್ಯಕ್ರಮಗಳಲ್ಲಿಯೂ ಹಣದ ಕೊರತೆ ಬಗ್ಗೆ ಪ್ರಸ್ತಾಪಿಸಿದರು. bbox=[10, 422, 238, 442]
